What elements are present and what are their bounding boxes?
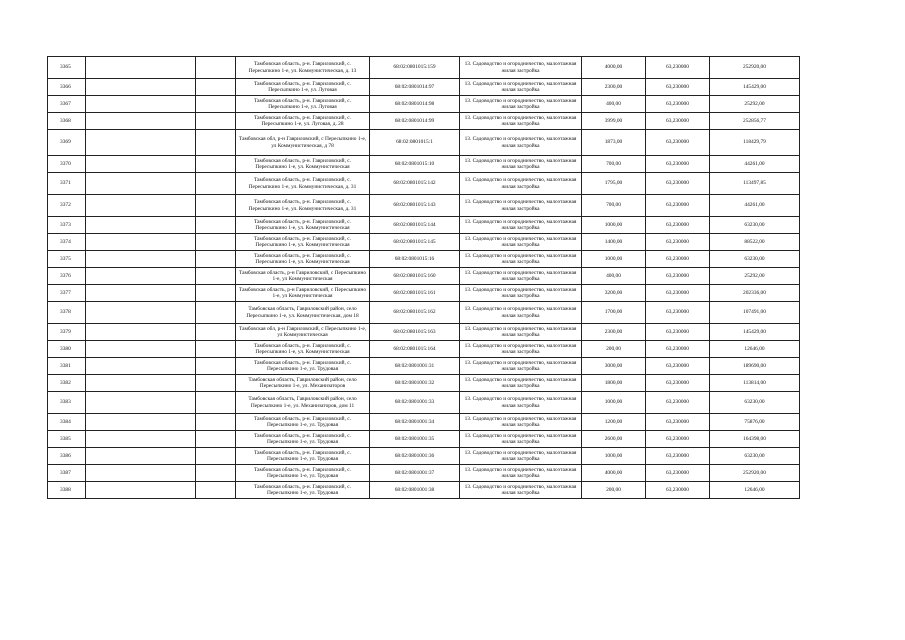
cadastral-value-cell: 88522,00 [710, 234, 800, 251]
empty-cell [86, 195, 196, 217]
table-body [48, 57, 800, 499]
empty-cell [196, 448, 236, 465]
land-use-cell: 13. Садоводство и огородничество, малоэтажная жилая застройка [460, 341, 582, 358]
land-use-cell: 13. Садоводство и огородничество, малоэтажная жилая застройка [460, 173, 582, 195]
land-use-cell: 13. Садоводство и огородничество, малоэтажная жилая застройка [460, 234, 582, 251]
row-number: 3380 [48, 341, 86, 358]
address-cell: Тамбовская область, р-н. Гавриловский, с. Пересыпкино 1-е, ул. Коммунистическая, д. 31 [236, 195, 370, 217]
area-cell: 1000,00 [582, 392, 646, 414]
empty-cell [196, 130, 236, 156]
empty-cell [86, 173, 196, 195]
area-cell: 1200,00 [582, 414, 646, 431]
cadastral-number-cell: 68:02:0801015:161 [370, 285, 460, 302]
cadastral-value-cell: 252920,00 [710, 465, 800, 482]
area-cell: 4000,00 [582, 57, 646, 79]
address-cell: Тамбовская область, р-н. Гавриловский, с. Пересыпкино 1-е, ул. Трудовая [236, 465, 370, 482]
cadastral-number-cell: 68:02:0801015:162 [370, 302, 460, 324]
address-cell: Тамбовская область, р-н. Гавриловский, с. Пересыпкино 1-е, ул. Луговая [236, 96, 370, 113]
cadastral-number-cell: 68:02:0801001:37 [370, 465, 460, 482]
row-number: 3369 [48, 130, 86, 156]
cadastral-number-cell: 68:02:0801001:31 [370, 358, 460, 375]
cadastral-number-cell: 68:02:0801001:33 [370, 392, 460, 414]
cadastral-number-cell: 68:02:0801015:164 [370, 341, 460, 358]
cadastral-value-cell: 252920,00 [710, 57, 800, 79]
row-number: 3378 [48, 302, 86, 324]
empty-cell [196, 79, 236, 96]
land-use-cell: 13. Садоводство и огородничество, малоэтажная жилая застройка [460, 79, 582, 96]
table-row [48, 173, 800, 195]
address-cell: Тамбовская область, р-н. Гавриловский, с. Пересыпкино 1-е, ул. Коммунистическая [236, 341, 370, 358]
cadastral-value-cell: 202336,00 [710, 285, 800, 302]
rate-cell: 63,230000 [646, 268, 710, 285]
rate-cell: 63,230000 [646, 392, 710, 414]
empty-cell [86, 96, 196, 113]
table-row [48, 375, 800, 392]
row-number: 3372 [48, 195, 86, 217]
table-row [48, 79, 800, 96]
row-number: 3386 [48, 448, 86, 465]
address-cell: Тамбовская область, р-н. Гавриловский, с. Пересыпкино 1-е, ул. Луговая, д. 28 [236, 113, 370, 130]
empty-cell [86, 79, 196, 96]
row-number: 3377 [48, 285, 86, 302]
area-cell: 2300,00 [582, 79, 646, 96]
empty-cell [86, 324, 196, 341]
address-cell: Тамбовская область, р-н. Гавриловский, с. Пересыпкино 1-е, ул. Трудовая [236, 448, 370, 465]
table-row [48, 414, 800, 431]
rate-cell: 63,230000 [646, 341, 710, 358]
cadastral-value-cell: 12646,00 [710, 341, 800, 358]
land-use-cell: 13. Садоводство и огородничество, малоэтажная жилая застройка [460, 57, 582, 79]
cadastral-number-cell: 68:02:0801015:1 [370, 130, 460, 156]
empty-cell [86, 414, 196, 431]
empty-cell [86, 234, 196, 251]
table-row [48, 341, 800, 358]
empty-cell [196, 431, 236, 448]
cadastral-value-cell: 118429,79 [710, 130, 800, 156]
cadastral-number-cell: 68:02:0801015:159 [370, 57, 460, 79]
land-use-cell: 13. Садоводство и огородничество, малоэтажная жилая застройка [460, 156, 582, 173]
rate-cell: 63,230000 [646, 431, 710, 448]
empty-cell [196, 234, 236, 251]
land-use-cell: 13. Садоводство и огородничество, малоэтажная жилая застройка [460, 96, 582, 113]
cadastral-number-cell: 68:02:0801001:38 [370, 482, 460, 499]
cadastral-value-cell: 189690,00 [710, 358, 800, 375]
empty-cell [86, 465, 196, 482]
cadastral-value-cell: 164398,00 [710, 431, 800, 448]
area-cell: 1000,00 [582, 217, 646, 234]
row-number: 3385 [48, 431, 86, 448]
cadastral-value-cell: 12646,00 [710, 482, 800, 499]
table-row [48, 251, 800, 268]
row-number: 3370 [48, 156, 86, 173]
cadastral-number-cell: 68:02:0801015:16 [370, 251, 460, 268]
empty-cell [86, 448, 196, 465]
area-cell: 1700,00 [582, 302, 646, 324]
land-use-cell: 13. Садоводство и огородничество, малоэтажная жилая застройка [460, 302, 582, 324]
table-row [48, 217, 800, 234]
land-use-cell: 13. Садоводство и огородничество, малоэтажная жилая застройка [460, 448, 582, 465]
cadastral-number-cell: 68:02:0801015:10 [370, 156, 460, 173]
area-cell: 2600,00 [582, 431, 646, 448]
table-row [48, 96, 800, 113]
area-cell: 400,00 [582, 96, 646, 113]
row-number: 3383 [48, 392, 86, 414]
empty-cell [196, 375, 236, 392]
rate-cell: 63,230000 [646, 465, 710, 482]
empty-cell [86, 482, 196, 499]
row-number: 3366 [48, 79, 86, 96]
empty-cell [196, 324, 236, 341]
area-cell: 4000,00 [582, 465, 646, 482]
row-number: 3376 [48, 268, 86, 285]
cadastral-value-cell: 44261,00 [710, 195, 800, 217]
land-use-cell: 13. Садоводство и огородничество, малоэтажная жилая застройка [460, 465, 582, 482]
cadastral-number-cell: 68:02:0801014:97 [370, 79, 460, 96]
address-cell: Тамбовская область, р-н Гавриловский, с Пересыпкино 1-е, ул Коммунистическая [236, 285, 370, 302]
land-use-cell: 13. Садоводство и огородничество, малоэтажная жилая застройка [460, 195, 582, 217]
empty-cell [196, 113, 236, 130]
cadastral-number-cell: 68:02:0801015:143 [370, 195, 460, 217]
row-number: 3375 [48, 251, 86, 268]
empty-cell [86, 302, 196, 324]
land-cadastre-table [47, 56, 800, 499]
cadastral-number-cell: 68:02:0801001:34 [370, 414, 460, 431]
area-cell: 1873,00 [582, 130, 646, 156]
row-number: 3381 [48, 358, 86, 375]
cadastral-value-cell: 113814,00 [710, 375, 800, 392]
row-number: 3373 [48, 217, 86, 234]
rate-cell: 63,230000 [646, 482, 710, 499]
land-use-cell: 13. Садоводство и огородничество, малоэтажная жилая застройка [460, 113, 582, 130]
table-row [48, 431, 800, 448]
empty-cell [86, 341, 196, 358]
empty-cell [86, 130, 196, 156]
area-cell: 1000,00 [582, 251, 646, 268]
address-cell: Тамбовская область, Гавриловский район, село Пересыпкино 1-е, ул. Механизаторов [236, 375, 370, 392]
empty-cell [196, 285, 236, 302]
rate-cell: 63,230000 [646, 251, 710, 268]
address-cell: Тамбовская область, р-н. Гавриловский, с. Пересыпкино 1-е, ул. Коммунистическая [236, 217, 370, 234]
address-cell: Тамбовская область, р-н. Гавриловский, с. Пересыпкино 1-е, ул. Коммунистическая [236, 156, 370, 173]
address-cell: Тамбовская обл, р-н Гавриловский, с Пересыпкино 1-е, ул Коммунистическая, д 78 [236, 130, 370, 156]
cadastral-value-cell: 145429,00 [710, 324, 800, 341]
table-row [48, 392, 800, 414]
table-row [48, 285, 800, 302]
rate-cell: 63,230000 [646, 448, 710, 465]
row-number: 3367 [48, 96, 86, 113]
table-row [48, 57, 800, 79]
empty-cell [86, 392, 196, 414]
cadastral-number-cell: 68:02:0801015:145 [370, 234, 460, 251]
address-cell: Тамбовская область, р-н. Гавриловский, с. Пересыпкино 1-е, ул. Трудовая [236, 431, 370, 448]
empty-cell [196, 156, 236, 173]
land-use-cell: 13. Садоводство и огородничество, малоэтажная жилая застройка [460, 251, 582, 268]
rate-cell: 63,230000 [646, 130, 710, 156]
table-row [48, 324, 800, 341]
address-cell: Тамбовская область, р-н. Гавриловский, с. Пересыпкино 1-е, ул. Трудовая [236, 482, 370, 499]
cadastral-value-cell: 252856,77 [710, 113, 800, 130]
table-row [48, 268, 800, 285]
area-cell: 200,00 [582, 482, 646, 499]
area-cell: 3000,00 [582, 358, 646, 375]
row-number: 3374 [48, 234, 86, 251]
cadastral-number-cell: 68:02:0801015:163 [370, 324, 460, 341]
empty-cell [196, 465, 236, 482]
rate-cell: 63,230000 [646, 285, 710, 302]
address-cell: Тамбовская область, р-н. Гавриловский, с. Пересыпкино 1-е, ул. Коммунистическая [236, 234, 370, 251]
table-row [48, 195, 800, 217]
area-cell: 1800,00 [582, 375, 646, 392]
cadastral-value-cell: 63230,00 [710, 217, 800, 234]
address-cell: Тамбовская область, р-н. Гавриловский, с. Пересыпкино 1-е, ул. Коммунистическая, д. 31 [236, 173, 370, 195]
area-cell: 1400,00 [582, 234, 646, 251]
empty-cell [86, 156, 196, 173]
address-cell: Тамбовская область, р-н Гавриловский, с Пересыпкино 1-е, ул Коммунистическая [236, 268, 370, 285]
land-use-cell: 13. Садоводство и огородничество, малоэтажная жилая застройка [460, 431, 582, 448]
row-number: 3384 [48, 414, 86, 431]
cadastral-value-cell: 145429,00 [710, 79, 800, 96]
empty-cell [196, 173, 236, 195]
address-cell: Тамбовская обл, р-н Гавриловский, с Пересыпкино 1-е, ул Коммунистическая [236, 324, 370, 341]
rate-cell: 63,230000 [646, 57, 710, 79]
rate-cell: 63,230000 [646, 375, 710, 392]
empty-cell [196, 358, 236, 375]
empty-cell [196, 268, 236, 285]
area-cell: 400,00 [582, 268, 646, 285]
empty-cell [196, 341, 236, 358]
empty-cell [196, 482, 236, 499]
area-cell: 3999,00 [582, 113, 646, 130]
land-use-cell: 13. Садоводство и огородничество, малоэтажная жилая застройка [460, 268, 582, 285]
land-use-cell: 13. Садоводство и огородничество, малоэтажная жилая застройка [460, 324, 582, 341]
empty-cell [86, 217, 196, 234]
empty-cell [86, 113, 196, 130]
rate-cell: 63,230000 [646, 113, 710, 130]
address-cell: Тамбовская область, Гавриловский район, село Пересыпкино 1-е, ул. Механизаторов, дом 11 [236, 392, 370, 414]
cadastral-value-cell: 63230,00 [710, 392, 800, 414]
table-row [48, 358, 800, 375]
cadastral-value-cell: 107491,00 [710, 302, 800, 324]
rate-cell: 63,230000 [646, 96, 710, 113]
land-use-cell: 13. Садоводство и огородничество, малоэтажная жилая застройка [460, 285, 582, 302]
rate-cell: 63,230000 [646, 217, 710, 234]
empty-cell [196, 414, 236, 431]
area-cell: 700,00 [582, 156, 646, 173]
area-cell: 2300,00 [582, 324, 646, 341]
table-row [48, 465, 800, 482]
empty-cell [86, 285, 196, 302]
empty-cell [86, 57, 196, 79]
empty-cell [196, 302, 236, 324]
address-cell: Тамбовская область, р-н. Гавриловский, с. Пересыпкино 1-е, ул. Трудовая [236, 358, 370, 375]
area-cell: 1795,00 [582, 173, 646, 195]
cadastral-number-cell: 68:02:0801014:98 [370, 96, 460, 113]
cadastral-number-cell: 68:02:0801015:144 [370, 217, 460, 234]
land-use-cell: 13. Садоводство и огородничество, малоэтажная жилая застройка [460, 375, 582, 392]
cadastral-number-cell: 68:02:0801001:36 [370, 448, 460, 465]
rate-cell: 63,230000 [646, 79, 710, 96]
address-cell: Тамбовская область, р-н. Гавриловский, с. Пересыпкино 1-е, ул. Луговая [236, 79, 370, 96]
address-cell: Тамбовская область, Гавриловский район, село Пересыпкино 1-е, ул. Коммунистическая, дом 18 [236, 302, 370, 324]
land-use-cell: 13. Садоводство и огородничество, малоэтажная жилая застройка [460, 217, 582, 234]
cadastral-value-cell: 63230,00 [710, 251, 800, 268]
rate-cell: 63,230000 [646, 234, 710, 251]
cadastral-number-cell: 68:02:0801014:99 [370, 113, 460, 130]
rate-cell: 63,230000 [646, 195, 710, 217]
table-row [48, 156, 800, 173]
row-number: 3365 [48, 57, 86, 79]
area-cell: 700,00 [582, 195, 646, 217]
rate-cell: 63,230000 [646, 414, 710, 431]
empty-cell [86, 358, 196, 375]
row-number: 3379 [48, 324, 86, 341]
row-number: 3387 [48, 465, 86, 482]
land-use-cell: 13. Садоводство и огородничество, малоэтажная жилая застройка [460, 414, 582, 431]
table-row [48, 302, 800, 324]
cadastral-value-cell: 75876,00 [710, 414, 800, 431]
address-cell: Тамбовская область, р-н. Гавриловский, с. Пересыпкино 1-е, ул. Коммунистическая, д. 13 [236, 57, 370, 79]
rate-cell: 63,230000 [646, 324, 710, 341]
cadastral-value-cell: 44261,00 [710, 156, 800, 173]
row-number: 3382 [48, 375, 86, 392]
row-number: 3368 [48, 113, 86, 130]
land-use-cell: 13. Садоводство и огородничество, малоэтажная жилая застройка [460, 358, 582, 375]
rate-cell: 63,230000 [646, 358, 710, 375]
cadastral-value-cell: 25292,00 [710, 268, 800, 285]
area-cell: 200,00 [582, 341, 646, 358]
empty-cell [196, 96, 236, 113]
table-row [48, 234, 800, 251]
address-cell: Тамбовская область, р-н. Гавриловский, с. Пересыпкино 1-е, ул. Трудовая [236, 414, 370, 431]
table-row [48, 130, 800, 156]
empty-cell [196, 392, 236, 414]
empty-cell [196, 251, 236, 268]
rate-cell: 63,230000 [646, 173, 710, 195]
cadastral-number-cell: 68:02:0801001:32 [370, 375, 460, 392]
empty-cell [86, 375, 196, 392]
area-cell: 1000,00 [582, 448, 646, 465]
table-row [48, 482, 800, 499]
table-row [48, 113, 800, 130]
area-cell: 3200,00 [582, 285, 646, 302]
empty-cell [86, 268, 196, 285]
land-use-cell: 13. Садоводство и огородничество, малоэтажная жилая застройка [460, 392, 582, 414]
cadastral-number-cell: 68:02:0801015:142 [370, 173, 460, 195]
empty-cell [86, 431, 196, 448]
table-row [48, 448, 800, 465]
land-use-cell: 13. Садоводство и огородничество, малоэтажная жилая застройка [460, 482, 582, 499]
cadastral-value-cell: 113497,85 [710, 173, 800, 195]
empty-cell [196, 217, 236, 234]
address-cell: Тамбовская область, р-н. Гавриловский, с. Пересыпкино 1-е, ул. Коммунистическая [236, 251, 370, 268]
cadastral-value-cell: 25292,00 [710, 96, 800, 113]
land-use-cell: 13. Садоводство и огородничество, малоэтажная жилая застройка [460, 130, 582, 156]
empty-cell [196, 57, 236, 79]
cadastral-number-cell: 68:02:0801001:35 [370, 431, 460, 448]
cadastral-value-cell: 63230,00 [710, 448, 800, 465]
cadastral-number-cell: 68:02:0801015:160 [370, 268, 460, 285]
rate-cell: 63,230000 [646, 302, 710, 324]
empty-cell [86, 251, 196, 268]
empty-cell [196, 195, 236, 217]
row-number: 3371 [48, 173, 86, 195]
rate-cell: 63,230000 [646, 156, 710, 173]
row-number: 3388 [48, 482, 86, 499]
